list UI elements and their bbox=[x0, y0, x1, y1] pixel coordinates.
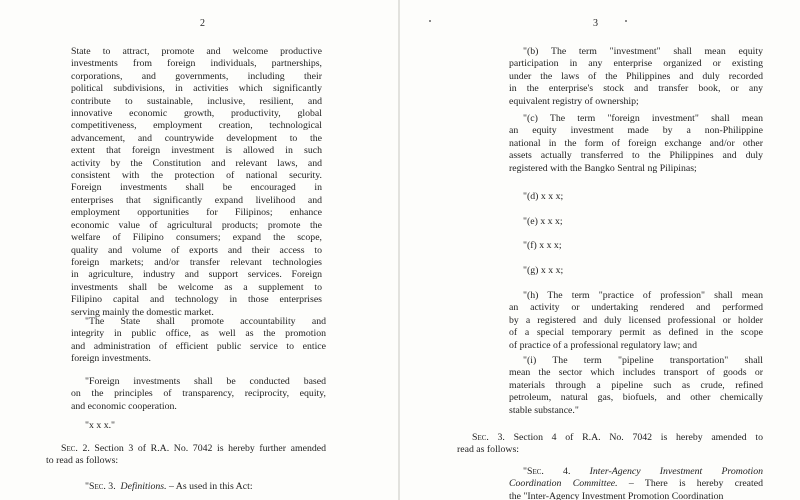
section-paragraph bbox=[46, 443, 326, 468]
text-line: materials through a pipeline such as crude, refined bbox=[509, 379, 763, 391]
text-line: political subdivisions, in activities which significantly bbox=[71, 83, 322, 95]
scan-speck bbox=[625, 20, 627, 22]
text-line: "(f) x x x; bbox=[523, 240, 562, 251]
text-line: foreign investments. bbox=[71, 353, 151, 365]
section-paragraph bbox=[509, 466, 763, 500]
paragraph bbox=[509, 355, 763, 417]
text-line: "(c) The term "foreign investment" shall mean bbox=[523, 113, 763, 124]
text-line: national in the form of foreign exchange and/or other bbox=[509, 137, 763, 149]
section-heading: Coordination Committee. bbox=[509, 478, 618, 490]
text-line: welfare of Filipino consumers; expand the scope, bbox=[71, 232, 322, 244]
text-line: "(b) The term "investment" shall mean equity bbox=[523, 46, 763, 57]
text-line: investments from foreign individuals, partnerships, bbox=[71, 58, 322, 70]
text-line: State to attract, promote and welcome productive bbox=[71, 46, 322, 57]
text-line: quality and volume of exports and their access to bbox=[71, 244, 322, 256]
paragraph bbox=[523, 265, 563, 277]
text-line: assets actually transferred to the Philippines and duly bbox=[509, 150, 763, 162]
paragraph bbox=[509, 46, 763, 108]
section-label: "Sec. 3. bbox=[85, 481, 116, 492]
text-line: consistent with the protection of national security. bbox=[71, 170, 322, 182]
text-line: foreign markets; and/or transfer relevant technologies bbox=[71, 256, 322, 268]
text-line: of practice of a professional regulatory law; and bbox=[509, 339, 697, 351]
section-label: "Sec. 4. bbox=[523, 466, 571, 477]
scan-speck bbox=[429, 20, 431, 22]
section-paragraph bbox=[85, 481, 335, 493]
text-line: stable substance." bbox=[509, 404, 579, 416]
text-line bbox=[46, 443, 326, 455]
text-line: "(e) x x x; bbox=[523, 216, 563, 227]
text-line: "x x x." bbox=[85, 420, 116, 431]
page-number: 2 bbox=[200, 18, 205, 29]
text-line: in the enterprise's stock and transfer book, or any bbox=[509, 83, 763, 95]
text-line: in agriculture, industry and support services. Foreign bbox=[71, 269, 322, 281]
text-line: contribute to sustainable, inclusive, resilient, and bbox=[71, 95, 322, 107]
text-line: an activity or undertaking rendered and performed bbox=[509, 302, 763, 314]
text-line: registered with the Bangko Sentral ng Pilipinas; bbox=[509, 162, 697, 174]
text-line: employment opportunities for Filipinos; enhance bbox=[71, 207, 322, 219]
paragraph bbox=[523, 216, 563, 228]
text-line: investments shall be welcome as a supplement to bbox=[71, 281, 322, 293]
text-line: "(h) The term "practice of profession" shall mean bbox=[523, 290, 763, 301]
text-line: "(d) x x x; bbox=[523, 191, 564, 202]
text-line: economic value of agricultural products; promote the bbox=[71, 219, 322, 231]
text-line: to read as follows: bbox=[46, 455, 119, 467]
text-line: Filipino capital and technology in those enterprises bbox=[71, 294, 322, 306]
text-line: innovative economic growth, productivity, global bbox=[71, 108, 322, 120]
text-line: integrity in public office, as well as the promotion bbox=[71, 328, 326, 340]
paragraph bbox=[71, 376, 326, 413]
paragraph bbox=[71, 316, 326, 366]
text-line: extent that foreign investment is allowed in such bbox=[71, 145, 322, 157]
text-line: on the principles of transparency, reciprocity, equity, bbox=[71, 388, 326, 400]
section-label: Sec. 2. bbox=[61, 443, 90, 454]
text-line: Foreign investments shall be encouraged in bbox=[71, 182, 322, 194]
text-fragment: Section 3 of R.A. No. 7042 is hereby further amended bbox=[94, 443, 327, 454]
text-line: serving mainly the domestic market. bbox=[71, 306, 214, 318]
section-heading: Inter-Agency Investment Promotion bbox=[589, 466, 763, 477]
text-line: petroleum, natural gas, biofuels, and other chemically bbox=[509, 392, 763, 404]
text-line: "Foreign investments shall be conducted based bbox=[85, 376, 326, 387]
right-page bbox=[400, 0, 800, 500]
text-line: "(i) The term "pipeline transportation" shall bbox=[523, 355, 763, 366]
text-line: participation in any enterprise organized or existing bbox=[509, 58, 763, 70]
text-fragment: – As used in this Act: bbox=[169, 481, 253, 492]
paragraph bbox=[85, 420, 115, 432]
text-line: "The State shall promote accountability and bbox=[85, 316, 326, 327]
text-line bbox=[509, 466, 763, 478]
text-line: under the laws of the Philippines and duly recorded bbox=[509, 70, 763, 82]
text-line: equivalent registry of ownership; bbox=[509, 95, 639, 107]
text-line: advancement, and countrywide development to the bbox=[71, 132, 322, 144]
text-line: corporations, and governments, including their bbox=[71, 70, 322, 82]
text-line: by a registered and duly licensed professional or holder bbox=[509, 314, 763, 326]
page-number: 3 bbox=[593, 18, 598, 29]
text-line: and administration of efficient public service to entice bbox=[71, 340, 326, 352]
text-line: "(g) x x x; bbox=[523, 265, 564, 276]
text-line: read as follows: bbox=[457, 444, 520, 456]
paragraph bbox=[509, 290, 763, 352]
paragraph bbox=[523, 191, 563, 203]
paragraph bbox=[523, 240, 562, 252]
section-label: Sec. 3. bbox=[472, 432, 505, 443]
text-line bbox=[509, 478, 763, 490]
text-line bbox=[85, 481, 335, 493]
text-line bbox=[457, 432, 763, 444]
left-page bbox=[0, 0, 398, 500]
text-line: enterprises that significantly expand livelihood and bbox=[71, 194, 322, 206]
text-line: activity by the Constitution and relevant laws, and bbox=[71, 157, 322, 169]
text-fragment: Section 4 of R.A. No. 7042 is hereby amended to bbox=[513, 432, 764, 443]
text-line: competitiveness, employment creation, technological bbox=[71, 120, 322, 132]
text-fragment: – There is hereby created bbox=[628, 478, 763, 490]
text-line: and economic cooperation. bbox=[71, 400, 177, 412]
section-paragraph bbox=[457, 432, 763, 457]
paragraph bbox=[509, 113, 763, 175]
section-heading: Definitions. bbox=[120, 481, 167, 492]
paragraph bbox=[71, 46, 322, 319]
text-line: the "Inter-Agency Investment Promotion Coordination bbox=[509, 490, 724, 500]
text-line: an equity investment made by a non-Philippine bbox=[509, 125, 763, 137]
text-line: of a special temporary permit as defined in the scope bbox=[509, 327, 763, 339]
text-line: mean the sector which includes transport of goods or bbox=[509, 367, 763, 379]
